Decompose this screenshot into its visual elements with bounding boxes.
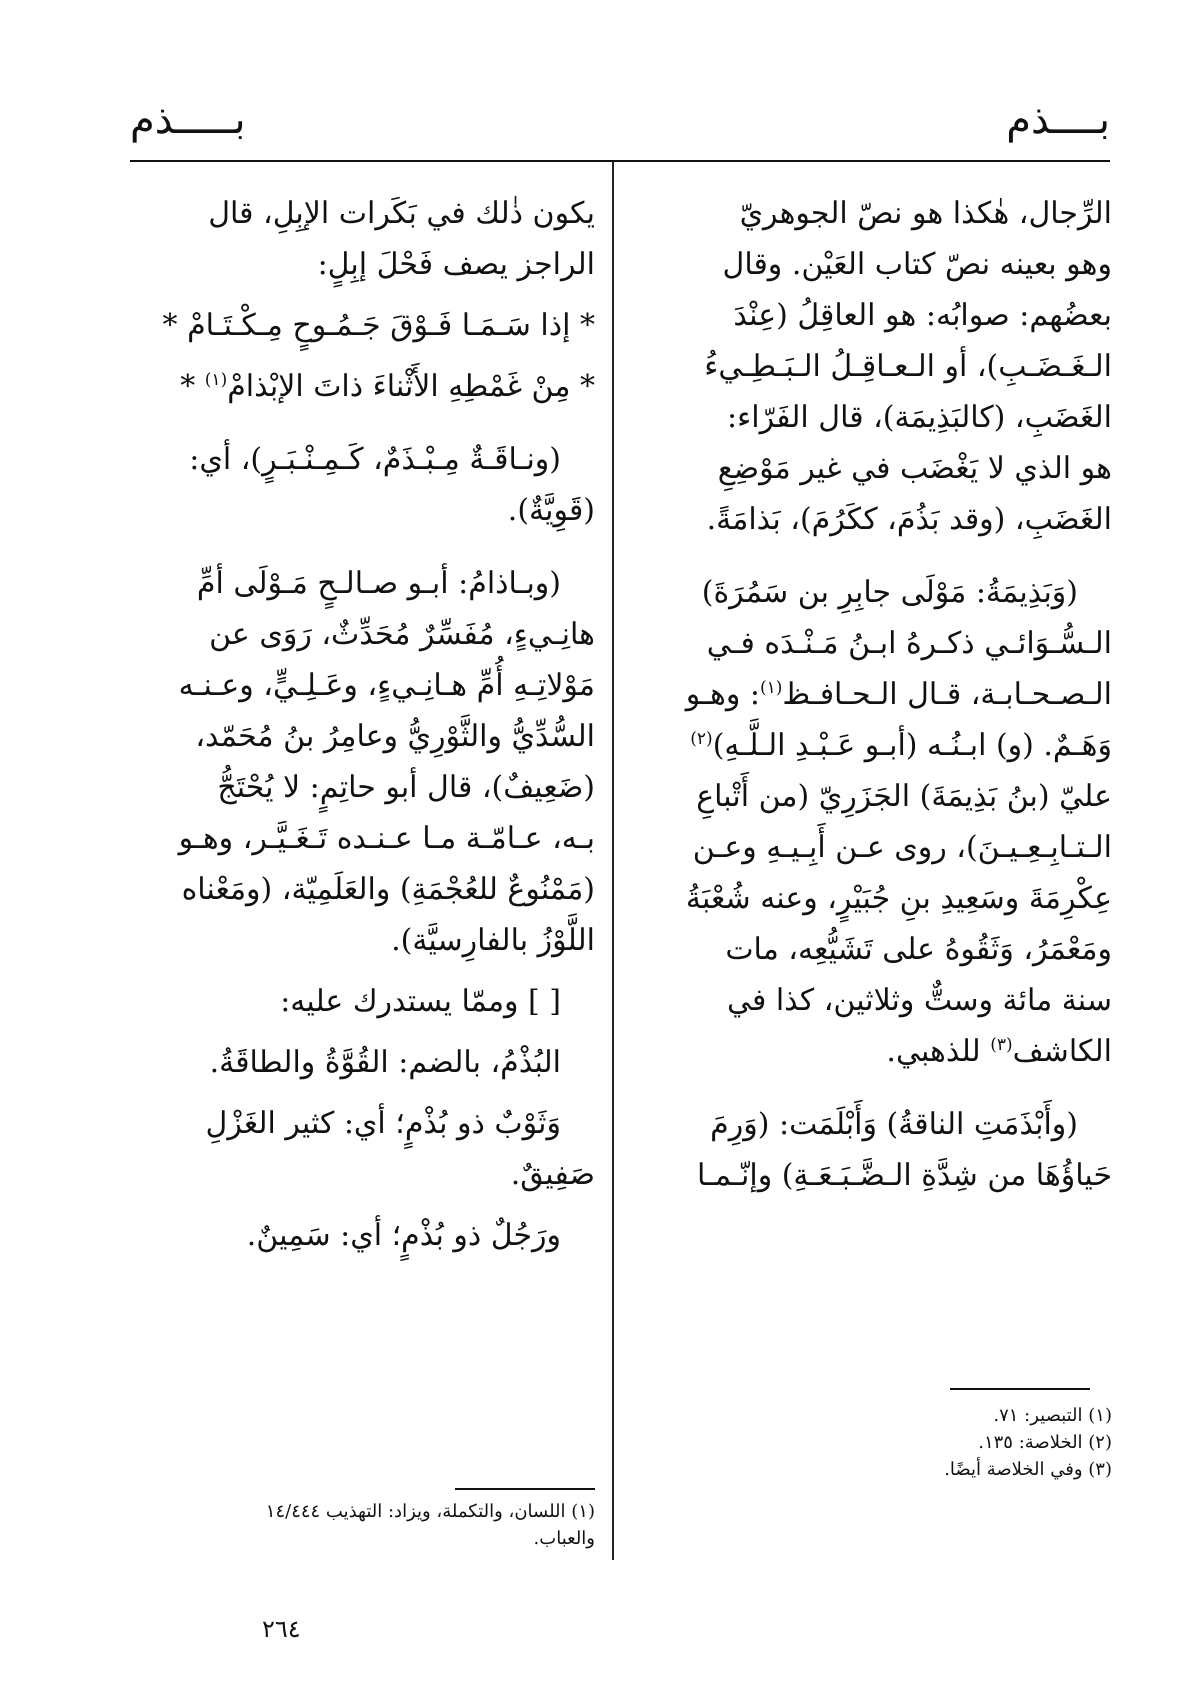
text-line: الغَضَبِ، (كالبَذِيمَة)، قال الفَرّاء: [727, 400, 1112, 435]
text-line: بعضُهم: صوابُه: هو العاقِلُ (عِنْدَ [733, 298, 1112, 333]
text-line: سنة مائة وستٌّ وثلاثين، كذا في [726, 983, 1112, 1018]
text-line: حَياؤُهَا من شِدَّةِ الـضَّـبَـعَـةِ) وإنّـمـا [696, 1158, 1112, 1193]
header-rule [130, 160, 1110, 162]
text-line: ومَعْمَرُ، وَثَقُوهُ على تَشَيُّعِه، مات [725, 932, 1112, 967]
text-line [650, 1026, 1112, 1077]
text-line: يكون ذٰلك في بَكَرات الإبِلِ، قال [208, 196, 595, 231]
verse-line [135, 361, 595, 412]
text-line [650, 720, 1112, 771]
header-right-word: بــــذم [1006, 97, 1110, 143]
text-line [650, 669, 1112, 720]
text-line: الـتـابِـعِـيـنَ)، روى عـن أَبِـيـهِ وعـن [692, 830, 1112, 865]
text-line: الـسُّـوَائـي ذكـرهُ ابـنُ مَـنْـدَه فـي [706, 626, 1112, 661]
footnote: (٣) وفي الخلاصة أيضًا. [944, 1459, 1112, 1480]
column-divider [612, 162, 614, 1560]
footnote-marker: (٢) [690, 729, 713, 749]
text-line: الـغَـضَـبِ)، أو الـعـاقِـلُ الـبَـطِـيءُ [704, 349, 1112, 384]
footnote-marker: (١) [760, 678, 783, 698]
verse-line: * إذا سَـمَـا فَـوْقَ جَـمُـوحٍ مِـكْـتَـامْ * [162, 308, 595, 343]
text-line: الرِّجال، هٰكذا هو نصّ الجوهريّ [739, 196, 1112, 231]
text-line: عليّ (بنُ بَذِيمَةَ) الجَزَرِيّ (من أَتْباعِ [696, 779, 1112, 814]
footnote-marker: (٣) [990, 1035, 1013, 1055]
text-span: * مِنْ غَمْطِهِ الأَثْناءَ ذاتَ الإبْذامْ [227, 369, 595, 404]
text-span: * [180, 369, 205, 404]
text-line: عِكْرِمَةَ وسَعِيدِ بنِ جُبَيْرٍ، وعنه شُعْبَةُ [685, 881, 1112, 916]
text-span: الكاشف [1012, 1034, 1112, 1069]
text-line: وهو بعينه نصّ كتاب العَيْن. وقال [722, 247, 1112, 282]
text-line: صَفِيقٌ. [510, 1157, 595, 1192]
text-line: وَثَوْبٌ ذو بُذْمٍ؛ أي: كثير الغَزْلِ [205, 1106, 561, 1141]
text-line: اللَّوْزُ بالفارِسيَّة). [391, 923, 595, 958]
text-line: بـه، عـامّـة مـا عـنـده تَـغَـيَّـر، وهـو [178, 821, 595, 856]
footnotes-left [135, 1498, 595, 1552]
footnote-continuation: والعباب. [533, 1528, 595, 1549]
text-line: هانِـيءٍ، مُفَسِّرٌ مُحَدِّثٌ، رَوَى عن [209, 617, 595, 652]
page-number: ٢٦٤ [262, 1615, 301, 1643]
text-line: (مَمْنُوعٌ للعُجْمَةِ) والعَلَمِيّة، (ومَعْناه [181, 872, 595, 907]
text-line: الغَضَبِ، (وقد بَذُمَ، ككَرُمَ)، بَذامَةً. [706, 502, 1112, 537]
text-span: الـصـحـابـة، قـال الـحـافـظ [782, 677, 1112, 712]
section-heading: [ ] وممّا يستدرك عليه: [280, 984, 561, 1019]
footnote: (١) اللسان، والتكملة، ويزاد: التهذيب ١٤/٤٤٤ [265, 1501, 595, 1522]
left-column [135, 188, 595, 1261]
text-span: وَهَـمٌ. (و) ابـنُـه (أبـو عَـبْـدِ الـلَّـهِ) [712, 728, 1112, 763]
text-span: : وهـو [685, 677, 760, 712]
footnote: (١) التبصير: ٧١. [993, 1405, 1112, 1426]
text-span: للذهبي. [886, 1034, 991, 1069]
footnote-marker: (١) [204, 370, 228, 390]
text-line: (قَوِيَّةٌ). [507, 493, 595, 528]
text-line: (ونـاقَـةٌ مِـبْـذَمٌ، كَـمِـنْـبَـرٍ)، أي: [189, 442, 561, 477]
footnote-rule-left [455, 1488, 595, 1490]
text-line: (وبـاذامُ: أبـو صـالـحٍ مَـوْلَى أمِّ [196, 566, 561, 601]
footnote: (٢) الخلاصة: ١٣٥. [978, 1432, 1112, 1453]
text-line: البُذْمُ، بالضم: القُوَّةُ والطاقَةُ. [209, 1045, 561, 1080]
text-line: ورَجُلٌ ذو بُذْمٍ؛ أي: سَمِينٌ. [246, 1218, 561, 1253]
footnotes-right [650, 1402, 1112, 1483]
text-line: الراجز يصف فَحْلَ إبِلٍ: [317, 247, 595, 282]
text-line: (وَبَذِيمَةُ: مَوْلَى جابِرِ بن سَمُرَةَ) [701, 575, 1078, 610]
header-left-word: بـــــذم [130, 97, 246, 143]
right-column [650, 188, 1112, 1201]
text-line: (وأَبْذَمَتِ الناقةُ) وَأَبْلَمَت: (وَرِمَ [710, 1107, 1078, 1142]
text-line: مَوْلاتِـهِ أُمِّ هـانِـيءٍ، وعَـلِـيٍّ، وعـنـه [178, 668, 595, 703]
text-line: السُّدِّيُّ والثَّوْرِيُّ وعامِرُ بنُ مُحَمّد، [195, 719, 595, 754]
footnote-rule-right [950, 1388, 1090, 1390]
text-line: هو الذي لا يَغْضَب في غير مَوْضِعِ [717, 451, 1112, 486]
text-line: (ضَعِيفٌ)، قال أبو حاتِمٍ: لا يُحْتَجُّ [217, 770, 595, 805]
